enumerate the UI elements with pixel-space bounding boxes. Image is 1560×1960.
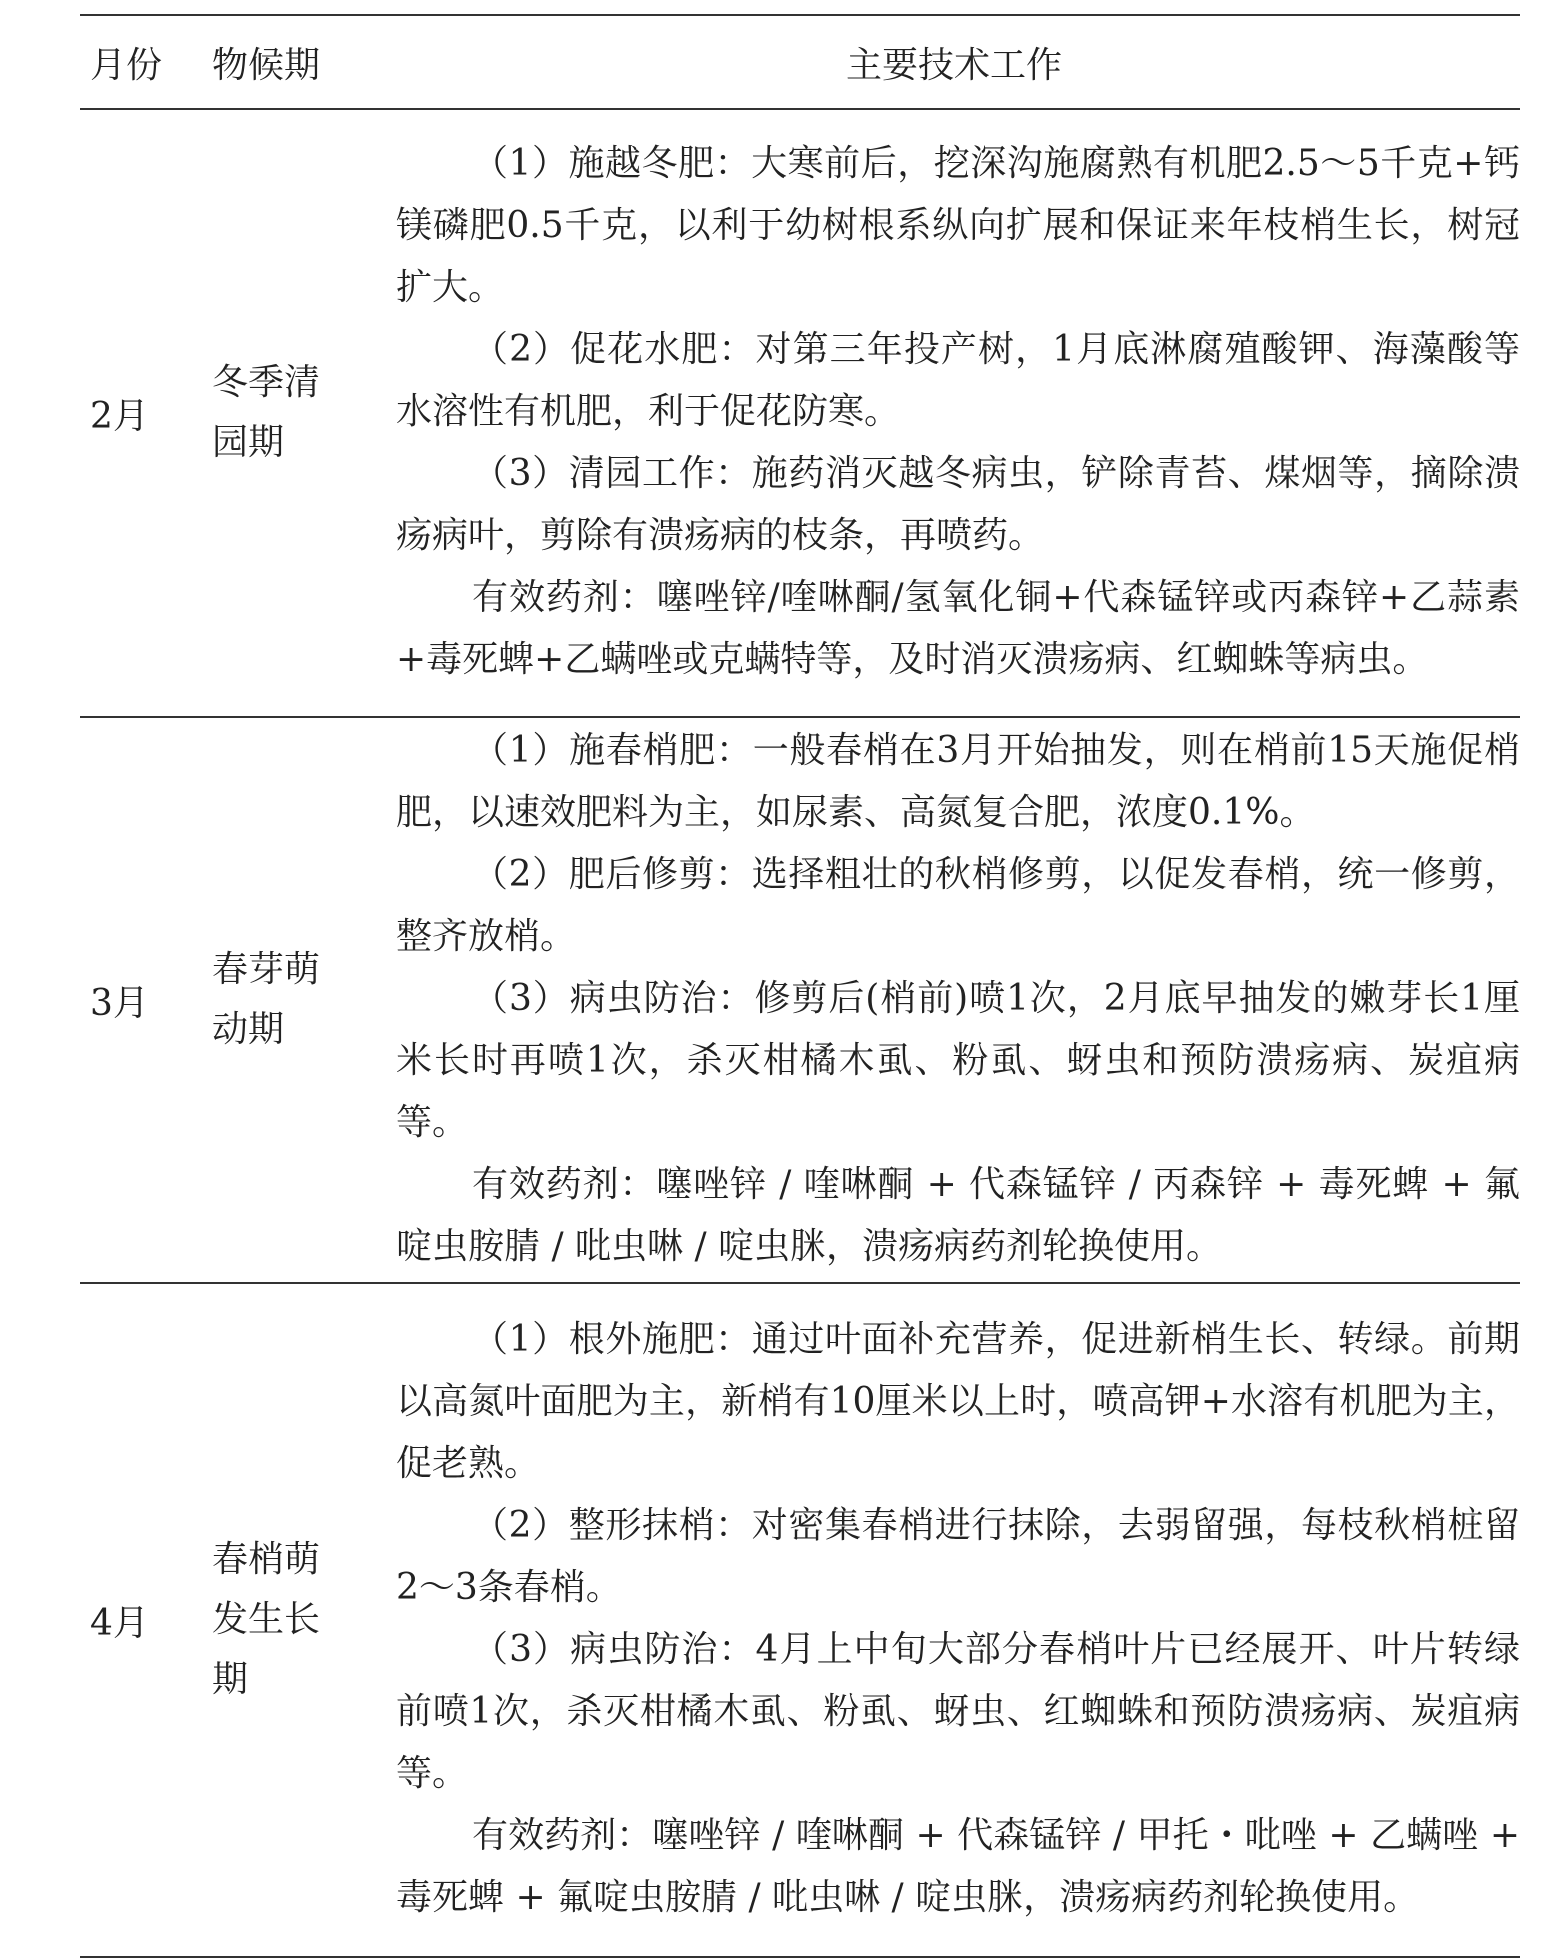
phenophase-cell (206, 109, 388, 717)
work-paragraph: （2）促花水肥：对第三年投产树，1月底淋腐殖酸钾、海藻酸等水溶性有机肥，利于促花防寒。 (396, 329, 1520, 432)
work-paragraph: （1）根外施肥：通过叶面补充营养，促进新梢生长、转绿。前期以高氮叶面肥为主，新梢有10厘米以上时，喷高钾+水溶有机肥为主，促老熟。 (396, 1319, 1520, 1484)
work-paragraph: （3）病虫防治：修剪后(梢前)喷1次，2月底早抽发的嫩芽长1厘米长时再喷1次，杀灭柑橘木虱、粉虱、蚜虫和预防溃疡病、炭疽病等。 (396, 978, 1520, 1143)
table-row (80, 717, 1520, 1283)
work-paragraph: 有效药剂：噻唑锌 / 喹啉酮 + 代森锰锌 / 丙森锌 + 毒死蜱 + 氟啶虫胺腈 / 吡虫啉 / 啶虫脒，溃疡病药剂轮换使用。 (396, 1164, 1520, 1267)
work-paragraph: （2）肥后修剪：选择粗壮的秋梢修剪，以促发春梢，统一修剪，整齐放梢。 (396, 854, 1520, 957)
month-cell: 4月 (80, 1283, 206, 1957)
phenophase-line: 期 (212, 1659, 249, 1700)
month-cell: 2月 (80, 109, 206, 717)
work-paragraph: （3）病虫防治：4月上中旬大部分春梢叶片已经展开、叶片转绿前喷1次，杀灭柑橘木虱、粉虱、蚜虫、红蜘蛛和预防溃疡病、炭疽病等。 (396, 1629, 1520, 1794)
work-paragraph: （3）清园工作：施药消灭越冬病虫，铲除青苔、煤烟等，摘除溃疡病叶，剪除有溃疡病的枝条，再喷药。 (396, 453, 1520, 556)
technical-work-table (80, 14, 1520, 1958)
work-paragraph: （1）施春梢肥：一般春梢在3月开始抽发，则在梢前15天施促梢肥，以速效肥料为主，如尿素、高氮复合肥，浓度0.1%。 (396, 730, 1520, 833)
phenophase-line: 春梢萌 (212, 1539, 321, 1580)
phenophase-cell (206, 717, 388, 1283)
header-main-work: 主要技术工作 (388, 15, 1520, 109)
work-cell (388, 1283, 1520, 1957)
work-cell (388, 717, 1520, 1283)
work-paragraph: 有效药剂：噻唑锌 / 喹啉酮 + 代森锰锌 / 甲托・吡唑 + 乙螨唑 + 毒死蜱 + 氟啶虫胺腈 / 吡虫啉 / 啶虫脒，溃疡病药剂轮换使用。 (396, 1815, 1520, 1918)
phenophase-line: 冬季清 (212, 362, 321, 403)
work-paragraph: 有效药剂：噻唑锌/喹啉酮/氢氧化铜+代森锰锌或丙森锌+乙蒜素+毒死蜱+乙螨唑或克螨特等，及时消灭溃疡病、红蜘蛛等病虫。 (396, 577, 1520, 680)
phenophase-line: 春芽萌 (212, 949, 321, 990)
table-row (80, 109, 1520, 717)
header-phenophase: 物候期 (206, 15, 388, 109)
phenophase-line: 园期 (212, 422, 285, 463)
work-paragraph: （2）整形抹梢：对密集春梢进行抹除，去弱留强，每枝秋梢桩留2～3条春梢。 (396, 1505, 1520, 1608)
phenophase-line: 发生长 (212, 1599, 321, 1640)
phenophase-cell (206, 1283, 388, 1957)
month-cell: 3月 (80, 717, 206, 1283)
header-row (80, 15, 1520, 109)
table-row (80, 1283, 1520, 1957)
phenophase-line: 动期 (212, 1009, 285, 1050)
header-month: 月份 (80, 15, 206, 109)
work-paragraph: （1）施越冬肥：大寒前后，挖深沟施腐熟有机肥2.5～5千克+钙镁磷肥0.5千克，以利于幼树根系纵向扩展和保证来年枝梢生长，树冠扩大。 (396, 143, 1520, 308)
work-cell (388, 109, 1520, 717)
